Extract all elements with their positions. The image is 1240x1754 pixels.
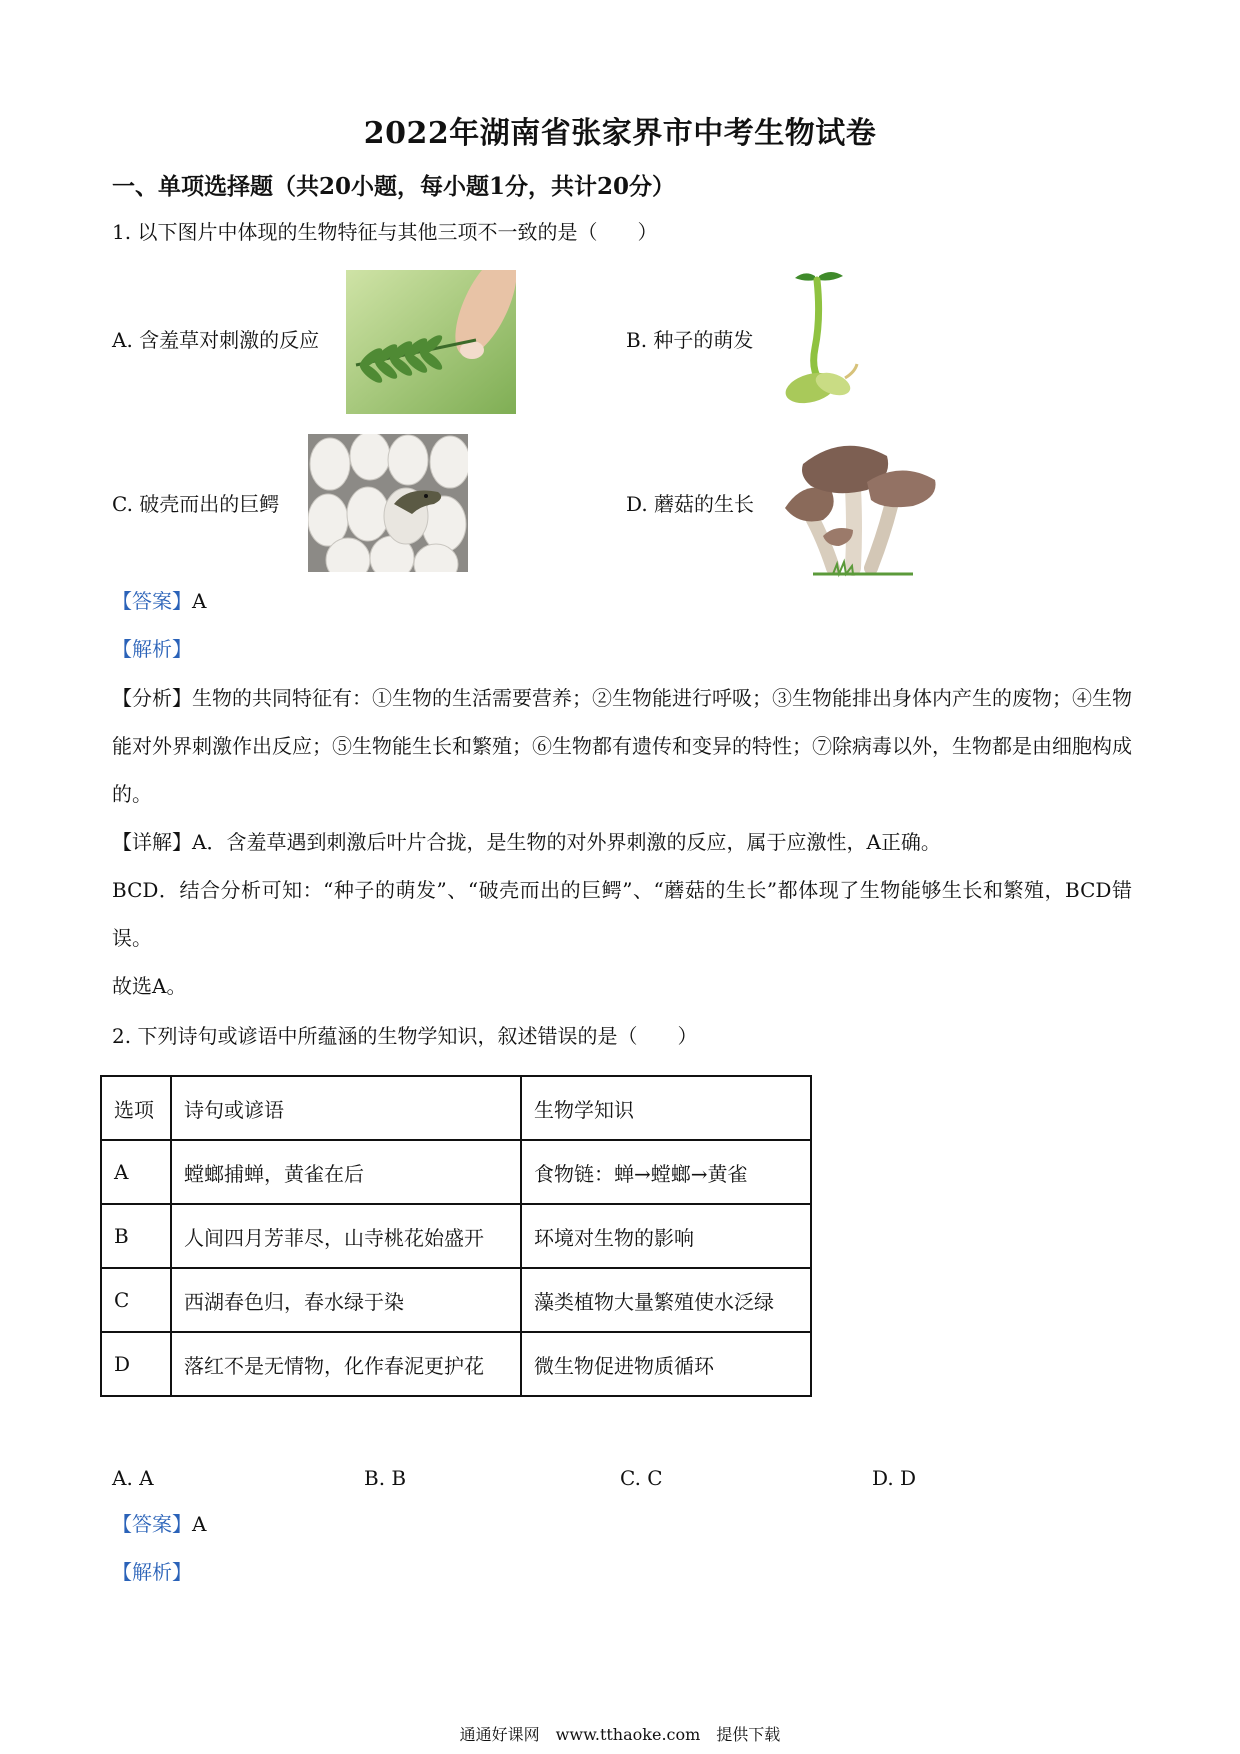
sprouting-seed-image (775, 268, 865, 410)
table-header-cell: 生物学知识 (521, 1076, 811, 1140)
answer-bracket: 【答案】 (112, 589, 192, 613)
page-title: 2022年湖南省张家界市中考生物试卷 (363, 116, 877, 151)
table-row (101, 1332, 811, 1396)
q2-answer (112, 1512, 206, 1536)
table-row (101, 1204, 811, 1268)
q2-analysis-head: 【解析】 (112, 1560, 192, 1584)
section-heading: 一、单项选择题（共20小题，每小题1分，共计20分） (112, 173, 676, 200)
q1-xiangjie-paragraph: 【详解】A．含羞草遇到刺激后叶片合拢，是生物的对外界刺激的反应，属于应激性，A正确。 (112, 830, 941, 854)
table-header-cell: 诗句或谚语 (171, 1076, 521, 1140)
table-cell: 落红不是无情物，化作春泥更护花 (171, 1332, 521, 1396)
table-cell: B (101, 1204, 171, 1268)
q2-choice-b: B. B (364, 1466, 407, 1490)
q1-answer (112, 589, 206, 613)
q1-stem: 1. 以下图片中体现的生物特征与其他三项不一致的是（ ） (112, 220, 658, 244)
q1-option-b: B. 种子的萌发 (626, 328, 754, 352)
table-cell: 藻类植物大量繁殖使水泛绿 (521, 1268, 811, 1332)
answer-value: A (192, 1512, 207, 1536)
table-header-row (101, 1076, 811, 1140)
q1-bcd-paragraph: BCD．结合分析可知：“种子的萌发”、“破壳而出的巨鳄”、“蘑菇的生长”都体现了生物能够生长和繁殖，BCD错误。 (112, 878, 1132, 950)
table-cell: 西湖春色归，春水绿于染 (171, 1268, 521, 1332)
q2-choice-a: A. A (112, 1466, 154, 1490)
page-footer: 通通好课网 www.tthaoke.com 提供下载 (459, 1725, 781, 1744)
q1-analysis-head: 【解析】 (112, 637, 192, 661)
answer-value: A (192, 589, 207, 613)
table-cell: 环境对生物的影响 (521, 1204, 811, 1268)
q2-stem: 2. 下列诗句或谚语中所蕴涵的生物学知识，叙述错误的是（ ） (112, 1024, 698, 1048)
mushroom-cluster-image (783, 428, 943, 580)
answer-bracket: 【答案】 (112, 1512, 192, 1536)
q1-conclusion: 故选A。 (112, 974, 187, 998)
q2-choice-d: D. D (872, 1466, 917, 1490)
q1-option-c: C. 破壳而出的巨鳄 (112, 492, 280, 516)
hatching-crocodile-image (308, 434, 468, 572)
table-cell: D (101, 1332, 171, 1396)
table-cell: A (101, 1140, 171, 1204)
table-row (101, 1140, 811, 1204)
table-row (101, 1268, 811, 1332)
mimosa-leaf-touched-image (346, 270, 516, 414)
table-cell: C (101, 1268, 171, 1332)
q1-option-a: A. 含羞草对刺激的反应 (112, 328, 320, 352)
q2-choice-c: C. C (620, 1466, 663, 1490)
q1-fenxi-paragraph: 【分析】生物的共同特征有：①生物的生活需要营养；②生物能进行呼吸；③生物能排出身体内产生的废物；④生物能对外界刺激作出反应；⑤生物能生长和繁殖；⑥生物都有遗传和变异的特性；⑦除病毒以外，生物都是由细胞构成的。 (112, 686, 1132, 806)
table-cell: 人间四月芳菲尽，山寺桃花始盛开 (171, 1204, 521, 1268)
table-cell: 微生物促进物质循环 (521, 1332, 811, 1396)
table-cell: 螳螂捕蝉，黄雀在后 (171, 1140, 521, 1204)
q2-table (100, 1075, 812, 1397)
table-cell: 食物链：蝉→螳螂→黄雀 (521, 1140, 811, 1204)
table-header-cell: 选项 (101, 1076, 171, 1140)
q1-option-d: D. 蘑菇的生长 (626, 492, 755, 516)
